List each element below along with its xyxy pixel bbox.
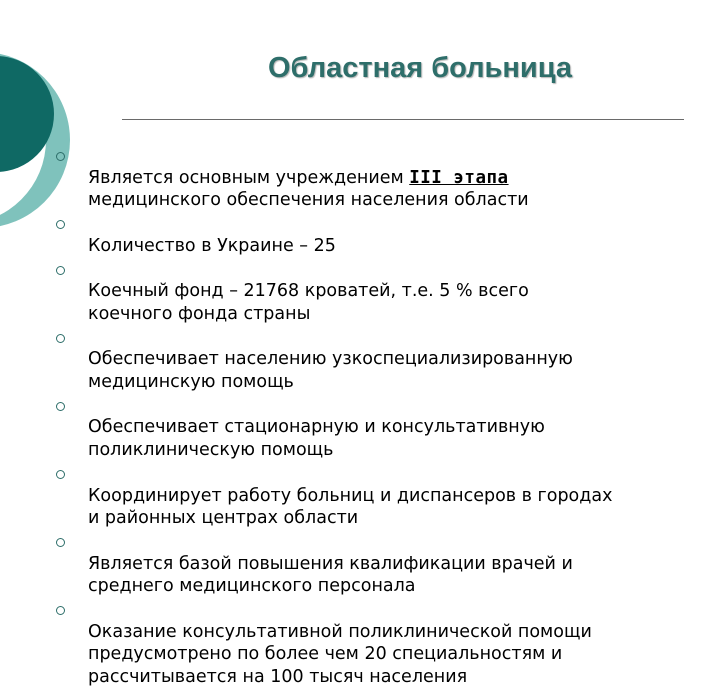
bullet-item	[52, 258, 716, 326]
bullet-list	[52, 144, 716, 689]
bullet-text: Является базой повышения квалификации врачей и среднего медицинского персонала	[88, 553, 573, 597]
circle-bullet-icon	[56, 334, 65, 343]
circle-bullet-icon	[56, 538, 65, 547]
circle-bullet-icon	[56, 266, 65, 275]
circle-bullet-icon	[56, 402, 65, 411]
bullet-text: Обеспечивает стационарную и консультативную поликлиническую помощь	[88, 417, 545, 461]
bullet-text: Координирует работу больниц и диспансеров в городах и районных центрах области	[88, 485, 613, 529]
bullet-text: Обеспечивает населению узкоспециализированную медицинскую помощь	[88, 349, 573, 393]
slide-title: Областная больница	[267, 52, 573, 84]
bullet-item	[52, 530, 716, 598]
bullet-text: Оказание консультативной поликлинической помощи предусмотрено по более чем 20 специальностям и рассчитывается на 100 тысяч населения	[88, 621, 592, 688]
bullet-text-continued: медицинского обеспечения населения области	[88, 190, 529, 211]
circle-bullet-icon	[56, 606, 65, 615]
bullet-item	[52, 462, 716, 530]
bullet-text: Является основным учреждением	[88, 167, 410, 188]
circle-bullet-icon	[56, 220, 65, 229]
title-divider	[122, 119, 684, 120]
bullet-item	[52, 598, 716, 689]
highlighted-text: III этапа	[409, 167, 509, 188]
bullet-item	[52, 326, 716, 394]
bullet-item	[52, 144, 716, 212]
bullet-text: Коечный фонд – 21768 кроватей, т.е. 5 % всего коечного фонда страны	[88, 281, 529, 324]
circle-bullet-icon	[56, 470, 65, 479]
bullet-item	[52, 212, 716, 257]
circle-bullet-icon	[56, 152, 65, 161]
bullet-item	[52, 394, 716, 462]
bullet-text: Количество в Украине – 25	[88, 235, 336, 256]
